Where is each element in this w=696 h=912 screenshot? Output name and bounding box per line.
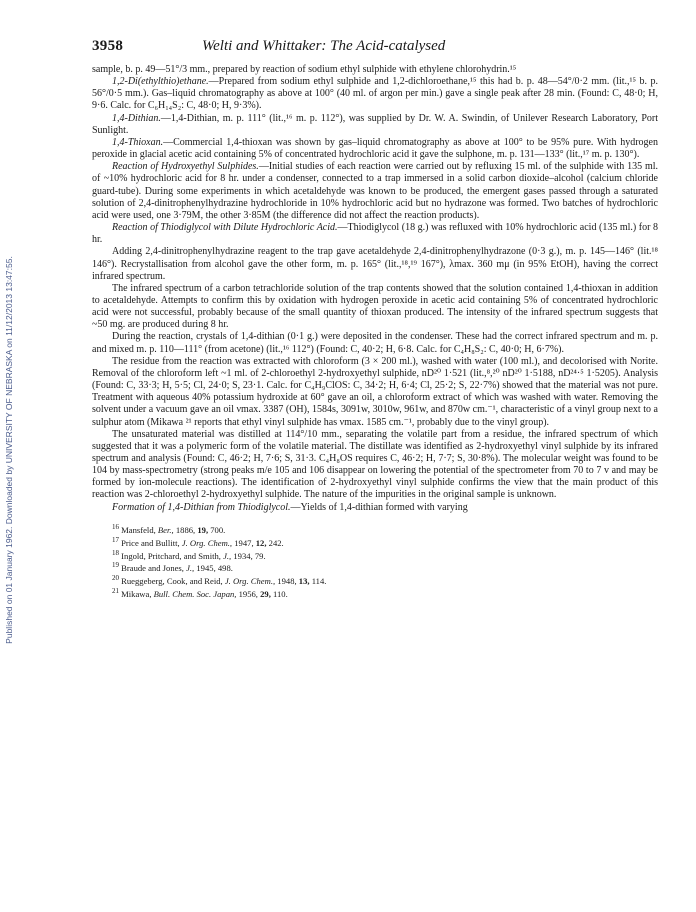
reference-year: 1934, [233,550,253,561]
reference-number: 19 [112,561,119,570]
section-lead-heading: 1,4-Dithian. [112,112,161,124]
article-body [92,64,658,514]
publication-side-note: Published on 01 January 1962. Downloaded by UNIVERSITY OF NEBRASKA on 11/12/2013 13:47:55. [4,256,14,644]
body-paragraph [92,113,658,137]
reference-year: 1956, [238,588,258,599]
reference-journal: J. Org. Chem., [224,576,276,587]
paragraph-text: During the reaction, crystals of 1,4-dithian (0·1 g.) were deposited in the condenser. These had the correct infrared spectrum and m. p. and mixed m. p. 110—111° (from acetone) (lit.,¹⁶ 112°) (Found: C, 40·2; H, 6·8. Calc. for C₄H₈S₂: C, 40·0; H, 6·7%). [92,331,658,355]
paragraph-text: The unsaturated material was distilled at 114°/10 mm., separating the volatile part from a residue, the infrared spectrum of which suggested that it was a polymeric form of the volatile material. The distillate was identified as 2-hydroxyethyl vinyl sulphide by its infrared spectrum and analysis (Found: C, 46·2; H, 7·6; S, 31·3. C₄H₈OS requires C, 46·2; H, 7·7; S, 30·8%). The molecular weight was found to be 104 by mass-spectrometry (strong peaks m/e 105 and 106 disappear on lowering the potential of the spectrometer from 70 to 7 v and may be formed by ion-molecule reactions). The identification of 2-hydroxyethyl vinyl sulphide confirms the view that the main product of this reaction was 2-chloroethyl 2-hydroxyethyl sulphide. The nature of the impurities in the original sample is unknown. [92,428,658,501]
page-header [92,40,658,60]
reference-journal: Bull. Chem. Soc. Japan, [153,588,237,599]
body-paragraph [92,222,658,246]
reference-authors: Mansfeld, [121,524,156,535]
reference-authors: Price and Bullitt, [121,537,180,548]
reference-volume: 19, [197,524,209,535]
reference-item [112,573,658,586]
reference-year: 1886, [175,524,196,535]
paragraph-text: Adding 2,4-dinitrophenylhydrazine reagent to the trap gave acetaldehyde 2,4-dinitrophenylhydrazone (0·3 g.), m. p. 145—146° (lit.¹⁸ 146°). Recrystallisation from alcohol gave the other form, m. p. 165° (lit.,¹⁸,¹⁹ 167°), λmax. 360 mμ (in 95% EtOH), having the correct infrared spectrum. [92,246,658,282]
reference-page: 700. [210,524,226,535]
reference-item [112,560,658,573]
reference-number: 16 [112,522,119,531]
footnote-references [92,522,658,599]
paragraph-text: —1,4-Dithian, m. p. 111° (lit.,¹⁶ m. p. 112°), was supplied by Dr. W. A. Swindin, of Unilever Research Laboratory, Port Sunlight. [92,112,658,136]
reference-year: 1945, [196,563,216,574]
reference-volume: 29, [260,588,271,599]
body-paragraph [92,331,658,355]
reference-number: 20 [112,574,119,583]
paragraph-text: —Yields of 1,4-dithian formed with varying [290,501,468,513]
reference-page: 79. [254,550,266,561]
reference-item [112,548,658,561]
body-paragraph [92,246,658,282]
reference-authors: Ingold, Pritchard, and Smith, [121,550,221,561]
body-paragraph [92,283,658,332]
reference-year: 1948, [277,576,297,587]
paragraph-text: —Thiodiglycol (18 g.) was refluxed with 10% hydrochloric acid (135 ml.) for 8 hr. [92,222,659,246]
section-lead-heading: 1,4-Thioxan. [112,136,164,148]
paragraph-text: —Initial studies of each reaction were carried out by refluxing 15 ml. of the sulphide with 135 ml. of ~10% hydrochloric acid for 8 hr. under a condenser, connected to a trap immersed in a solid carbon dioxide–alcohol (calcium chloride guard-tube). During some experiments in which acetaldehyde was known to be produced, the emergent gases passed through a saturated solution of 2,4-dinitrophenylhydrazine hydrochloride in 10% hydrochloric acid but no hydrazone was formed. Two batches of hydrochloric acid were used, one 3·79M, the other 3·85M (the difference did not affect the reaction products). [92,161,659,221]
page-number: 3958 [92,38,124,54]
section-lead-heading: Formation of 1,4-Dithian from Thiodiglycol. [112,501,291,513]
reference-item [112,522,658,535]
body-paragraph [92,76,658,112]
reference-number: 21 [112,587,119,596]
reference-journal: J., [223,550,232,561]
paragraph-text: —Prepared from sodium ethyl sulphide and 1,2-dichloroethane,¹⁵ this had b. p. 48—54°/0·2 mm. (lit.,¹⁵ b. p. 56°/0·5 mm.). Gas–liquid chromatography as above at 100° (40 ml. of argon per min.) gave a single peak after 28 min. (Found: C, 48·0; H, 9·6. Calc. for C₆H₁₄S₂: C, 48·0; H, 9·3%). [92,76,658,112]
body-paragraph [92,429,658,502]
reference-journal: J. Org. Chem., [181,537,233,548]
body-paragraph [92,64,658,76]
reference-authors: Braude and Jones, [121,563,184,574]
running-title: Welti and Whittaker: The Acid-catalysed [202,38,446,54]
reference-page: 498. [217,563,233,574]
reference-volume: 12, [255,537,267,548]
body-paragraph [92,137,658,161]
reference-number: 17 [112,535,119,544]
paragraph-text: The infrared spectrum of a carbon tetrachloride solution of the trap contents showed that the solution contained 1,4-thioxan in addition to acetaldehyde. Attempts to confirm this by oxidation with hydrogen peroxide in acetic acid containing 5% of concentrated hydrochloric acid were not successful, probably because of the small quantity of thioxan produced. The intensity of the infrared spectrum suggests that ~50 mg. are produced during 8 hr. [92,282,658,331]
section-lead-heading: Reaction of Thiodiglycol with Dilute Hydrochloric Acid. [112,222,338,234]
paragraph-text: The residue from the reaction was extracted with chloroform (3 × 200 ml.), washed with water (100 ml.), and decolorised with Norite. Removal of the chloroform left ~1 ml. of 2-chloroethyl 2-hydroxyethyl sulphide, nD²⁰ 1·521 (lit.,⁸,²⁰ nD²⁰ 1·5188, nD²⁴·⁵ 1·5205). Analysis (Found: C, 33·3; H, 5·5; Cl, 24·0; S, 23·1. Calc. for C₄H₉ClOS: C, 34·2; H, 6·4; Cl, 25·2; S, 22·7%) showed that the material was not pure. Treatment with aqueous 40% potassium hydroxide at 60° gave an oil, a chloroform extract of which was washed with water. Removing the solvent under a vacuum gave an oil νmax. 3387 (OH), 1584s, 3091w, 3010w, 961w, and 870w cm.⁻¹, characteristic of a vinyl group next to a sulphur atom (Mikawa ²¹ reports that ethyl vinyl sulphide has νmax. 1585 cm.⁻¹, probably due to the vinyl group). [92,355,658,428]
body-paragraph [92,356,658,429]
section-lead-heading: 1,2-Di(ethylthio)ethane. [112,76,209,88]
reference-item [112,535,658,548]
paragraph-text: —Commercial 1,4-thioxan was shown by gas–liquid chromatography as above at 100° to be 95% pure. With hydrogen peroxide in glacial acetic acid containing 5% of concentrated hydrochloric acid it gave the sulphone, m. p. 131—133° (lit.,¹⁷ m. p. 130°). [92,136,658,161]
reference-page: 110. [273,588,288,599]
reference-item [112,586,658,599]
article-page [92,40,658,599]
reference-journal: Ber., [157,524,174,535]
body-paragraph [92,502,658,514]
reference-volume: 13, [298,576,310,587]
reference-page: 242. [268,537,284,548]
section-lead-heading: Reaction of Hydroxyethyl Sulphides. [112,161,259,173]
body-paragraph [92,161,658,222]
reference-authors: Mikawa, [121,588,152,599]
reference-page: 114. [311,576,327,587]
reference-number: 18 [112,548,119,557]
reference-authors: Rueggeberg, Cook, and Reid, [121,576,223,587]
reference-journal: J., [186,563,195,574]
paragraph-text: sample, b. p. 49—51°/3 mm., prepared by reaction of sodium ethyl sulphide with ethylene chlorohydrin.¹⁵ [92,64,517,75]
reference-year: 1947, [234,537,254,548]
